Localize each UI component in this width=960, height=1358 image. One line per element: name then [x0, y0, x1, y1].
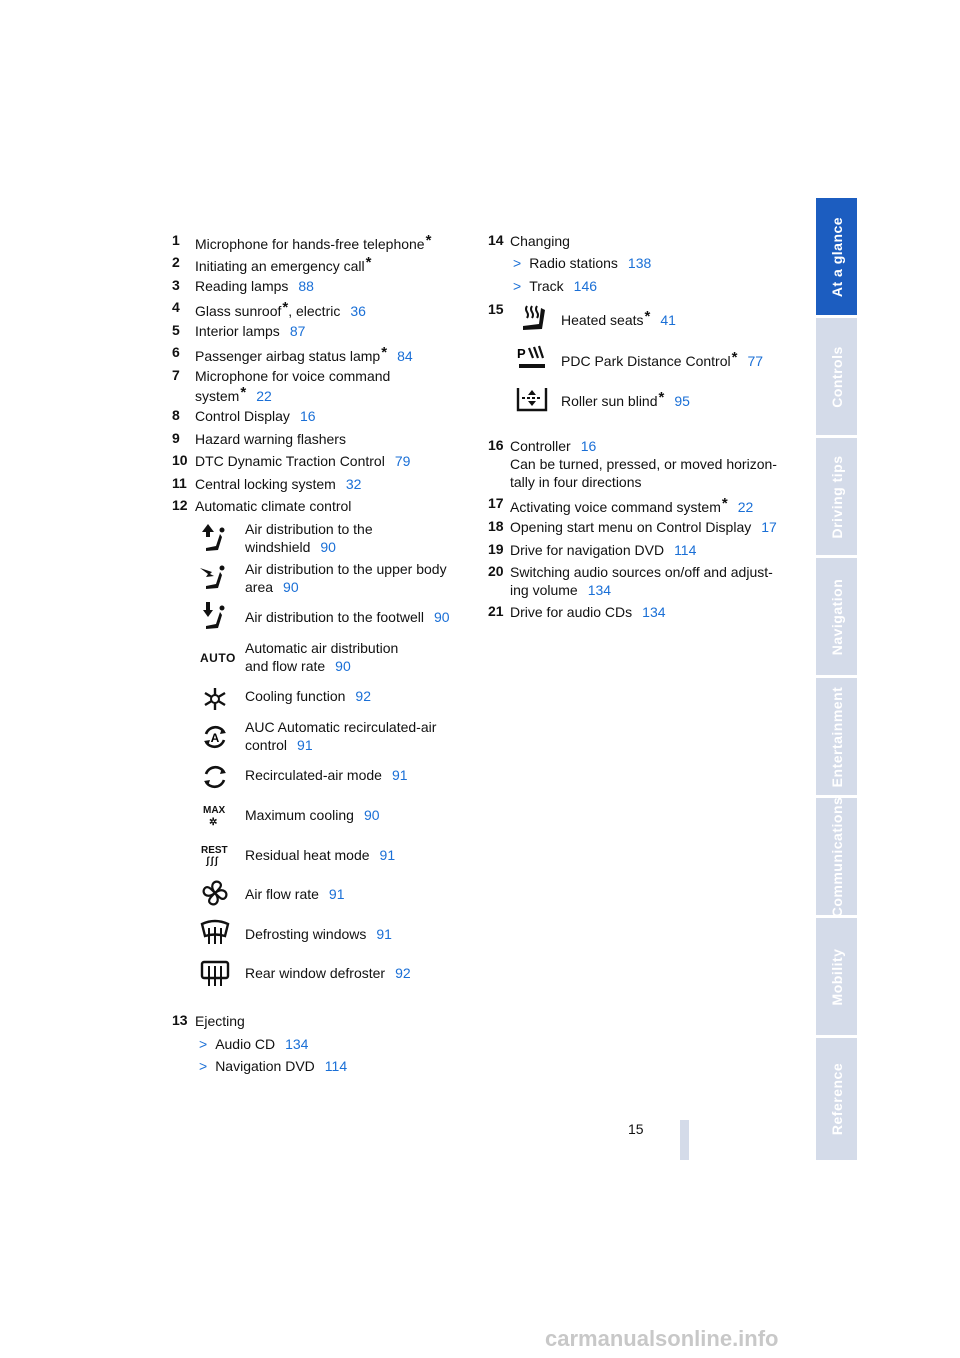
- tab-reference[interactable]: Reference: [816, 1038, 857, 1160]
- item-number: 10: [172, 452, 188, 468]
- item-text: Opening start menu on Control Display 17: [510, 519, 777, 535]
- heated-seat-icon: [515, 302, 549, 336]
- item-number: 3: [172, 277, 180, 293]
- page-link[interactable]: 90: [320, 539, 336, 555]
- climate-label: Rear window defroster 92: [245, 965, 411, 981]
- tab-entertainment[interactable]: Entertainment: [816, 678, 857, 795]
- item-text: PDC Park Distance Control* 77: [561, 349, 764, 369]
- climate-label: control 91: [245, 737, 313, 753]
- page-link[interactable]: 22: [737, 499, 754, 515]
- item-text: Microphone for hands-free telephone*: [195, 232, 432, 252]
- climate-label: Air distribution to the footwell 90: [245, 609, 450, 625]
- item-text: Roller sun blind* 95: [561, 389, 690, 409]
- tab-mobility[interactable]: Mobility: [816, 918, 857, 1035]
- item-text: tally in four directions: [510, 474, 642, 490]
- climate-label: Maximum cooling 90: [245, 807, 380, 823]
- item-text: Automatic climate control: [195, 498, 352, 514]
- pdc-icon: [515, 342, 549, 376]
- item-text: Passenger airbag status lamp* 84: [195, 344, 413, 364]
- page-link[interactable]: 84: [397, 348, 413, 364]
- item-number: 9: [172, 430, 180, 446]
- item-number: 14: [488, 232, 504, 248]
- climate-label: Cooling function 92: [245, 688, 371, 704]
- page-link[interactable]: 134: [285, 1036, 309, 1052]
- climate-label: Residual heat mode 91: [245, 847, 396, 863]
- climate-label: Recirculated-air mode 91: [245, 767, 408, 783]
- snowflake-icon: ✲: [209, 817, 218, 828]
- item-number: 15: [488, 301, 504, 317]
- item-text: Interior lamps 87: [195, 323, 306, 339]
- climate-label: area 90: [245, 579, 299, 595]
- item-number: 4: [172, 299, 180, 315]
- page-link[interactable]: 36: [350, 303, 366, 319]
- item-number: 11: [172, 475, 187, 491]
- tab-communications[interactable]: Communications: [816, 798, 857, 915]
- item-text: Controller 16: [510, 438, 597, 454]
- item-number: 13: [172, 1012, 188, 1028]
- item-text: Control Display 16: [195, 408, 316, 424]
- svg-text:P: P: [517, 346, 526, 361]
- fan-icon: [198, 876, 232, 910]
- air-footwell-icon: [198, 600, 232, 634]
- item-text: ing volume 134: [510, 582, 612, 598]
- climate-label: and flow rate 90: [245, 658, 351, 674]
- item-number: 12: [172, 497, 188, 513]
- page-link[interactable]: 146: [573, 278, 598, 294]
- page-link[interactable]: 90: [283, 579, 299, 595]
- auc-icon: [198, 720, 232, 754]
- air-upper-body-icon: [198, 562, 232, 596]
- rear-defrost-icon: [198, 956, 232, 990]
- climate-label: Air flow rate 91: [245, 886, 345, 902]
- item-number: 6: [172, 344, 180, 360]
- climate-label: AUC Automatic recirculated-air: [245, 719, 437, 735]
- climate-label: Air distribution to the upper body: [245, 561, 447, 577]
- item-text: system* 22: [195, 384, 272, 404]
- item-text: Central locking system 32: [195, 476, 362, 492]
- tab-at-a-glance[interactable]: At a glance: [816, 198, 857, 315]
- page-number: 15: [628, 1121, 644, 1137]
- page-link[interactable]: 91: [379, 847, 396, 863]
- page-link[interactable]: 91: [297, 737, 313, 753]
- sub-item: > Track 146: [513, 278, 598, 294]
- svg-text:A: A: [210, 731, 220, 745]
- page-link[interactable]: 91: [391, 767, 408, 783]
- item-text: Activating voice command system* 22: [510, 495, 754, 515]
- page-link[interactable]: 91: [376, 926, 392, 942]
- item-number: 16: [488, 437, 504, 453]
- item-text: DTC Dynamic Traction Control 79: [195, 453, 411, 469]
- tab-controls[interactable]: Controls: [816, 318, 857, 435]
- max-cooling-icon: MAX: [203, 805, 226, 816]
- item-text: Initiating an emergency call*: [195, 254, 372, 274]
- climate-label: Air distribution to the: [245, 521, 373, 537]
- tab-navigation[interactable]: Navigation: [816, 558, 857, 675]
- page-link[interactable]: 134: [642, 604, 666, 620]
- page-link[interactable]: 77: [747, 353, 764, 369]
- item-text: Heated seats* 41: [561, 308, 676, 328]
- item-number: 21: [488, 603, 504, 619]
- item-text: Ejecting: [195, 1013, 245, 1029]
- item-number: 19: [488, 541, 504, 557]
- page-link[interactable]: 32: [345, 476, 362, 492]
- item-text: Changing: [510, 233, 570, 249]
- item-number: 1: [172, 232, 180, 248]
- item-text: Switching audio sources on/off and adjust-: [510, 564, 773, 580]
- page-link[interactable]: 17: [761, 519, 777, 535]
- page-link[interactable]: 22: [256, 388, 272, 404]
- item-text: Reading lamps 88: [195, 278, 314, 294]
- page-link[interactable]: 95: [674, 393, 690, 409]
- item-number: 7: [172, 367, 180, 383]
- climate-label: windshield 90: [245, 539, 336, 555]
- air-windshield-icon: [198, 522, 232, 556]
- rest-heat-icon: REST: [201, 845, 228, 856]
- sub-item: > Navigation DVD 114: [199, 1058, 348, 1074]
- page-link[interactable]: 16: [299, 408, 316, 424]
- item-number: 8: [172, 407, 180, 423]
- climate-label: Automatic air distribution: [245, 640, 399, 656]
- item-text: Drive for audio CDs 134: [510, 604, 666, 620]
- item-number: 17: [488, 495, 504, 511]
- page-link[interactable]: 41: [660, 312, 676, 328]
- page-link[interactable]: 91: [328, 886, 345, 902]
- climate-label: Defrosting windows 91: [245, 926, 392, 942]
- page-link[interactable]: 114: [324, 1058, 348, 1074]
- item-text: Hazard warning flashers: [195, 431, 346, 447]
- item-number: 20: [488, 563, 504, 579]
- page-link[interactable]: 16: [580, 438, 597, 454]
- sub-item: > Audio CD 134: [199, 1036, 309, 1052]
- watermark: carmanualsonline.info: [545, 1326, 779, 1351]
- page-link[interactable]: 114: [674, 542, 697, 558]
- item-number: 18: [488, 518, 504, 534]
- snowflake-icon: [198, 682, 232, 716]
- page-link[interactable]: 138: [627, 255, 652, 271]
- item-text: Can be turned, pressed, or moved horizon-: [510, 456, 777, 472]
- item-text: Drive for navigation DVD 114: [510, 542, 697, 558]
- sub-item: > Radio stations 138: [513, 255, 652, 271]
- sun-blind-icon: [515, 382, 549, 416]
- item-text: Microphone for voice command: [195, 368, 391, 384]
- page-link[interactable]: 92: [395, 965, 411, 981]
- tab-driving-tips[interactable]: Driving tips: [816, 438, 857, 555]
- page-link[interactable]: 90: [363, 807, 380, 823]
- page-link[interactable]: 87: [289, 323, 306, 339]
- page-link[interactable]: 79: [394, 453, 411, 469]
- item-number: 2: [172, 254, 180, 270]
- item-number: 5: [172, 322, 180, 338]
- page-marker: [680, 1120, 689, 1160]
- recirculation-icon: [198, 760, 232, 794]
- auto-icon: AUTO: [200, 651, 236, 665]
- page-link[interactable]: 90: [335, 658, 351, 674]
- page-link[interactable]: 92: [355, 688, 371, 704]
- page-link[interactable]: 88: [298, 278, 314, 294]
- page-link[interactable]: 134: [587, 582, 612, 598]
- page-link[interactable]: 90: [433, 609, 450, 625]
- item-text: Glass sunroof*, electric 36: [195, 299, 366, 319]
- heat-waves-icon: ʃʃʃ: [206, 856, 219, 867]
- defrost-windshield-icon: [198, 916, 232, 950]
